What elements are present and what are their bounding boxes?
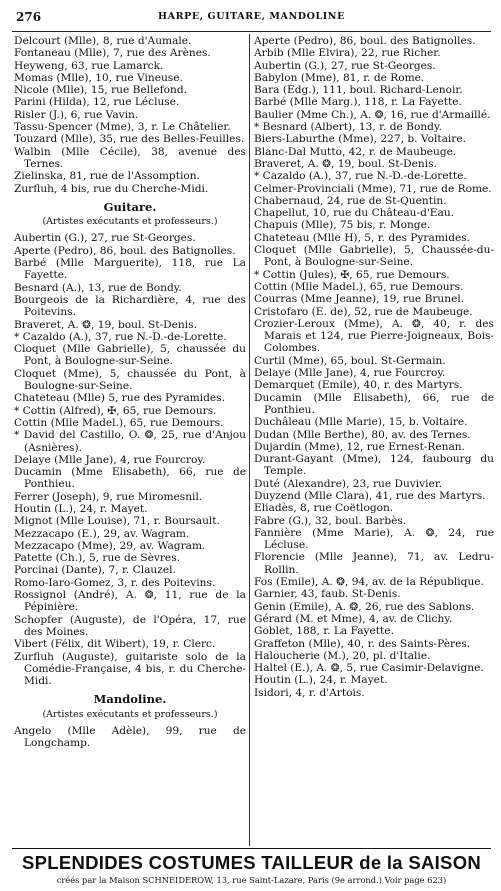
directory-entry: Fontaneau (Mlle), 7, rue des Arènes. bbox=[14, 47, 211, 60]
directory-entry: Delaye (Mlle Jane), 4, rue Fourcroy. bbox=[254, 367, 446, 380]
directory-entry: Cottin (Mlle Madel.), 65, rue Demours. bbox=[254, 280, 464, 293]
directory-entry: Zurfluh, 4 bis, rue du Cherche-Midi. bbox=[14, 182, 209, 195]
directory-entry: Delcourt (Mlle), 8, rue d'Aumale. bbox=[14, 35, 192, 47]
directory-entry: Mezzacapo (E.), 29, av. Wagram. bbox=[14, 527, 190, 540]
directory-entry: Parini (Hilda), 12, rue Lécluse. bbox=[14, 96, 180, 109]
directory-entry: * David del Castillo, O. ❂, 25, rue d'Anjou (Asnières). bbox=[14, 429, 246, 454]
directory-entry: Biers-Laburthe (Mme), 227, b. Voltaire. bbox=[254, 133, 466, 146]
right-column bbox=[254, 35, 494, 699]
ad-title: SPLENDIDES COSTUMES TAILLEUR de la SAISON bbox=[21, 852, 482, 873]
directory-entry: Isidori, 4, r. d'Artois. bbox=[254, 686, 365, 699]
directory-entry: * Besnard (Albert), 13, r. de Bondy. bbox=[254, 121, 442, 134]
directory-entry: Momas (Mlle), 10, rue Vineuse. bbox=[14, 71, 183, 84]
directory-entry: Besnard (A.), 13, rue de Bondy. bbox=[14, 281, 182, 294]
mandoline-entries bbox=[14, 725, 246, 750]
directory-entry: Fos (Emile), A. ❂, 94, av. de la République. bbox=[254, 576, 484, 589]
directory-entry: * Cazaldo (A.), 37, rue N.-D.-de-Lorette. bbox=[254, 170, 467, 183]
directory-entry: Delaye (Mlle Jane), 4, rue Fourcroy. bbox=[14, 453, 206, 466]
guitare-entries bbox=[14, 232, 246, 687]
directory-entry: Aubertin (G.), 27, rue St-Georges. bbox=[254, 59, 436, 72]
directory-entry: Duchâleau (Mlle Marie), 15, b. Voltaire. bbox=[254, 416, 468, 429]
header-rule bbox=[12, 31, 491, 32]
directory-entry: Aubertin (G.), 27, rue St-Georges. bbox=[14, 232, 196, 245]
directory-entry: Curtil (Mme), 65, boul. St-Germain. bbox=[254, 354, 446, 367]
directory-entry: Fabre (G.), 32, boul. Barbès. bbox=[254, 514, 407, 527]
directory-entry: Demarquet (Emile), 40, r. des Martyrs. bbox=[254, 379, 463, 392]
directory-entry: Duyzend (Mlle Clara), 41, rue des Martyrs. bbox=[254, 489, 486, 502]
directory-entry: Mignot (Mlle Louise), 71, r. Boursault. bbox=[14, 515, 220, 528]
directory-entry: Bara (Edg.), 111, boul. Richard-Lenoir. bbox=[254, 84, 463, 97]
directory-entry: Bourgeois de la Richardière, 4, rue des Poitevins. bbox=[14, 293, 246, 319]
directory-entry: Florencie (Mlle Jeanne), 71, av. Ledru-Rollin. bbox=[254, 551, 494, 576]
directory-entry: Chateteau (Mlle) 5, rue des Pyramides. bbox=[14, 392, 225, 405]
directory-entry: Chabernaud, 24, rue de St-Quentin. bbox=[254, 194, 447, 207]
directory-entry: Chateteau (Mlle H), 5, r. des Pyramides. bbox=[254, 231, 471, 244]
directory-entry: Courras (Mme Jeanne), 19, rue Brunel. bbox=[254, 293, 465, 306]
directory-entry: Walbin (Mlle Cécile), 38, avenue des Ternes. bbox=[14, 145, 246, 170]
directory-entry: Vibert (Félix, dit Wibert), 19, r. Clerc. bbox=[14, 638, 216, 651]
directory-entry: Rossignol (André), A. ❂, 11, rue de la Pépinière. bbox=[14, 589, 246, 614]
directory-entry: Cottin (Mlle Madel.), 65, rue Demours. bbox=[14, 416, 224, 429]
directory-entry: Celmer-Provinciali (Mme), 71, rue de Rome. bbox=[254, 182, 492, 195]
directory-entry: Romo-Iaro-Gomez, 3, r. des Poitevins. bbox=[14, 576, 216, 589]
column-divider bbox=[249, 34, 250, 846]
directory-entry: Zurfluh (Auguste), guitariste solo de la Comédie-Française, 4 bis, r. du Cherche-Midi. bbox=[14, 650, 246, 688]
directory-entry: Crozier-Leroux (Mme), A. ❂, 40, r. des Marais et 124, rue Pierre-Joigneaux, Bois-Colombes. bbox=[254, 317, 494, 355]
directory-entry: * Cazaldo (A.), 37, rue N.-D.-de-Lorette. bbox=[14, 330, 227, 343]
directory-entry: Baulier (Mme Ch.), A. ❂, 16, rue d'Armaillé. bbox=[254, 108, 491, 121]
directory-entry: Risler (J.), 6, rue Vavin. bbox=[14, 108, 139, 121]
directory-entry: Angelo (Mlle Adèle), 99, rue de Longchamp. bbox=[14, 725, 246, 750]
page-number: 276 bbox=[16, 10, 42, 24]
directory-entry: Cloquet (Mlle Gabrielle), 5, chaussée du Pont, à Boulogne-sur-Seine. bbox=[14, 343, 246, 368]
directory-entry: Genin (Emile), A. ❂, 26, rue des Sablons. bbox=[254, 600, 475, 613]
directory-entry: Chapuis (Mlle), 75 bis, r. Monge. bbox=[254, 219, 431, 232]
directory-entry: Chapellut, 10, rue du Château-d'Eau. bbox=[254, 207, 455, 220]
directory-entry: Patette (Ch.), 5, rue de Sèvres. bbox=[14, 552, 181, 565]
left-column bbox=[14, 35, 246, 750]
directory-entry: * Cottin (Alfred), ✠, 65, rue Demours. bbox=[14, 404, 217, 417]
directory-entry: Barbé (Mlle Marg.), 118, r. La Fayette. bbox=[254, 96, 462, 109]
directory-entry: Dudan (Mlle Berthe), 80, av. des Ternes. bbox=[254, 428, 471, 441]
directory-entry: Ducamin (Mme Elisabeth), 66, rue de Ponthieu. bbox=[14, 466, 246, 491]
section-title-mandoline: Mandoline. bbox=[93, 692, 167, 707]
directory-entry: Nicole (Mlle), 15, rue Bellefond. bbox=[14, 84, 187, 97]
directory-entry: Haloucherie (M.), 20, pl. d'Italie. bbox=[254, 649, 431, 662]
directory-entry: Touzard (Mlle), 35, rue des Belles-Feuilles. bbox=[14, 133, 245, 146]
directory-entry: Zielinska, 81, rue de l'Assomption. bbox=[14, 170, 200, 183]
directory-entry: Braveret, A. ❂, 19, boul. St-Denis. bbox=[254, 157, 437, 170]
directory-entry: Gérard (M. et Mme), 4, av. de Clichy. bbox=[254, 612, 453, 625]
page-header bbox=[12, 10, 491, 26]
directory-entry: Graffeton (Mlle), 40, r. des Saints-Pères. bbox=[254, 637, 471, 650]
directory-entry: Babylon (Mme), 81, r. de Rome. bbox=[254, 71, 425, 84]
directory-entry: Fannière (Mme Marie), A. ❂, 24, rue Lécluse. bbox=[254, 526, 494, 552]
directory-entry: Eliadès, 8, rue Coëtlogon. bbox=[254, 502, 394, 515]
mandoline-entries-right bbox=[254, 35, 494, 699]
directory-entry: Braveret, A. ❂, 19, boul. St-Denis. bbox=[14, 318, 197, 331]
directory-entry: Dujardin (Mme), 12, rue Ernest-Renan. bbox=[254, 440, 465, 453]
directory-entry: Ferrer (Joseph), 9, rue Miromesnil. bbox=[14, 490, 203, 503]
directory-entry: Houtin (L.), 24, r. Mayet. bbox=[14, 502, 148, 515]
directory-entry: Garnier, 43, faub. St-Denis. bbox=[254, 588, 401, 601]
directory-entry: Houtin (L.), 24, r. Mayet. bbox=[254, 674, 388, 687]
directory-entry: Goblet, 188, r. La Fayette. bbox=[254, 625, 394, 638]
section-subtitle-mandoline: (Artistes exécutants et professeurs.) bbox=[42, 708, 218, 720]
running-title: HARPE, GUITARE, MANDOLINE bbox=[158, 11, 345, 22]
directory-entry: Cristofaro (E. de), 52, rue de Maubeuge. bbox=[254, 305, 473, 318]
directory-entry: Mezzacapo (Mme), 29, av. Wagram. bbox=[14, 539, 206, 552]
directory-entry: Aperte (Pedro), 86, boul. des Batignolles. bbox=[14, 244, 236, 257]
ad-line: créés par la Maison SCHNEIDEROW, 13, rue Saint-Lazare, Paris (9e arrond.) Voir page 623) bbox=[56, 875, 447, 885]
advertisement bbox=[12, 848, 491, 885]
directory-entry: * Cottin (Jules), ✠, 65, rue Demours. bbox=[254, 268, 450, 281]
directory-entry: Cloquet (Mme), 5, chaussée du Pont, à Boulogne-sur-Seine. bbox=[14, 367, 246, 393]
directory-entry: Tassu-Spencer (Mme), 3, r. Le Châtelier. bbox=[14, 121, 231, 134]
directory-entry: Duté (Alexandre), 23, rue Duvivier. bbox=[254, 477, 443, 490]
directory-entry: Arbib (Mlle Elvira), 22, rue Richer. bbox=[254, 47, 441, 60]
directory-entry: Cloquet (Mlle Gabrielle), 5, Chaussée-du-Pont, à Boulogne-sur-Seine. bbox=[254, 244, 494, 269]
section-subtitle-guitare: (Artistes exécutants et professeurs.) bbox=[42, 216, 218, 228]
directory-entry: Porcinai (Dante), 7, r. Clauzel. bbox=[14, 564, 176, 577]
section-title-guitare: Guitare. bbox=[103, 199, 157, 214]
directory-entry: Blanc-Dal Mutto, 42, r. de Maubeuge. bbox=[254, 145, 457, 158]
directory-entry: Ducamin (Mlle Elisabeth), 66, rue de Ponthieu. bbox=[254, 391, 494, 416]
harp-entries-continued bbox=[14, 35, 246, 195]
directory-entry: Barbé (Mlle Marguerite), 118, rue La Fayette. bbox=[14, 257, 246, 282]
directory-entry: Schopfer (Auguste), de l'Opéra, 17, rue des Moines. bbox=[14, 613, 246, 638]
directory-entry: Haltel (E.), A. ❂, 5, rue Casimir-Delavigne. bbox=[254, 662, 484, 675]
directory-entry: Heyweng, 63, rue Lamarck. bbox=[14, 59, 164, 72]
directory-entry: Aperte (Pedro), 86, boul. des Batignolles. bbox=[254, 35, 476, 47]
directory-entry: Durant-Gayant (Mme), 124, faubourg du Temple. bbox=[254, 453, 494, 478]
